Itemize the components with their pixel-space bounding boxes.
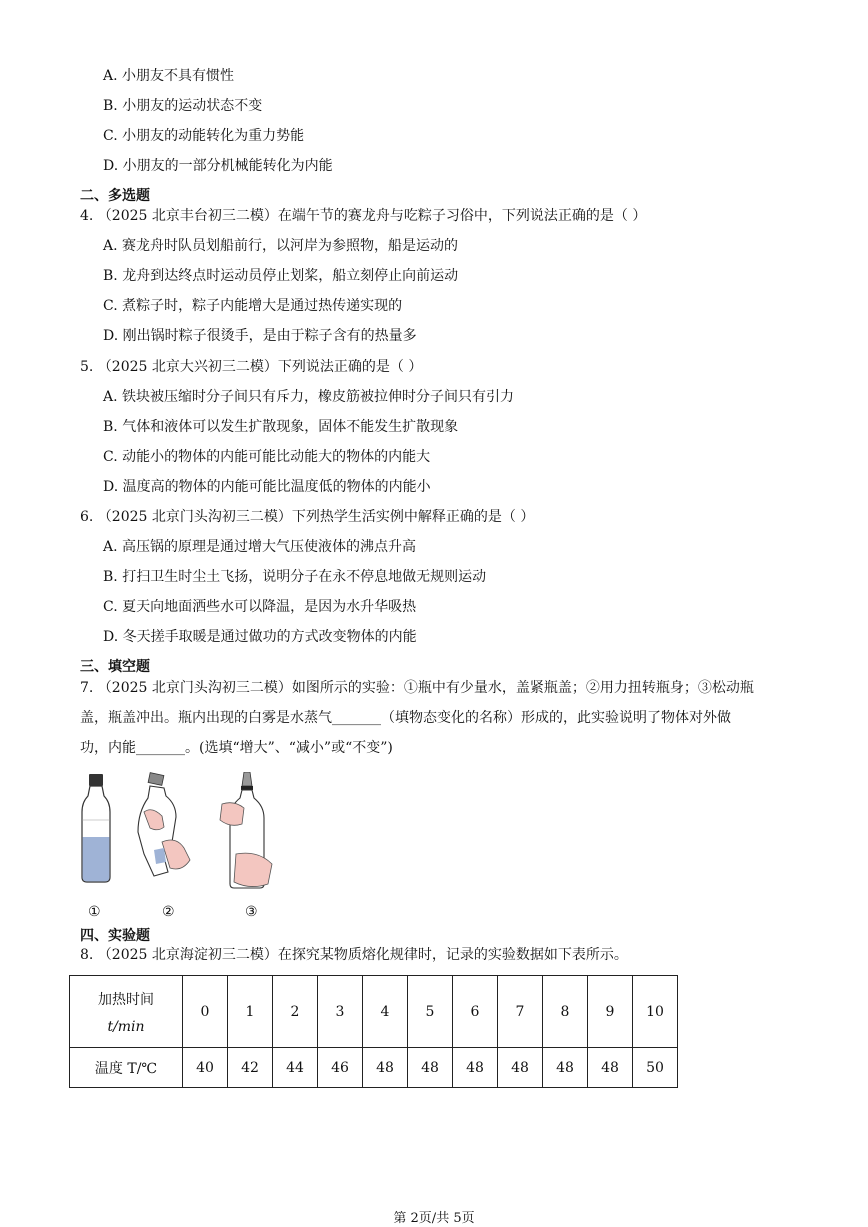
- q3-option-c: C. 小朋友的动能转化为重力势能: [103, 128, 305, 144]
- table-cell: 6: [453, 976, 498, 1048]
- q6-stem: 6. （2025 北京门头沟初三二模）下列热学生活实例中解释正确的是（ ）: [80, 509, 535, 525]
- bottle-3-illustration: [220, 772, 272, 888]
- q8-stem: 8. （2025 北京海淀初三二模）在探究某物质熔化规律时，记录的实验数据如下表所示。: [80, 947, 628, 963]
- q5-option-b: B. 气体和液体可以发生扩散现象，固体不能发生扩散现象: [103, 419, 459, 435]
- q3-option-b: B. 小朋友的运动状态不变: [103, 98, 263, 114]
- table-cell: 48: [588, 1048, 633, 1088]
- table-header-temperature: 温度 T/℃: [70, 1048, 183, 1088]
- table-cell: 8: [543, 976, 588, 1048]
- bottle-illustration: [72, 772, 292, 927]
- q6-option-d: D. 冬天搓手取暖是通过做功的方式改变物体的内能: [103, 629, 417, 645]
- q5-stem: 5. （2025 北京大兴初三二模）下列说法正确的是（ ）: [80, 359, 423, 375]
- table-cell: 46: [318, 1048, 363, 1088]
- table-cell: 0: [183, 976, 228, 1048]
- table-cell: 40: [183, 1048, 228, 1088]
- bottle-2-illustration: [138, 773, 190, 876]
- table-cell: 44: [273, 1048, 318, 1088]
- table-row-time: [70, 976, 678, 1048]
- table-cell: 9: [588, 976, 633, 1048]
- table-cell: 48: [498, 1048, 543, 1088]
- q7-line-1: 7. （2025 北京门头沟初三二模）如图所示的实验：①瓶中有少量水，盖紧瓶盖；②用力扭转瓶身；③松动瓶: [80, 680, 754, 696]
- section-heading-multi: 二、多选题: [80, 188, 150, 204]
- q5-option-c: C. 动能小的物体的内能可能比动能大的物体的内能大: [103, 449, 431, 465]
- section-heading-exp: 四、实验题: [80, 928, 150, 944]
- q4-option-a: A. 赛龙舟时队员划船前行，以河岸为参照物，船是运动的: [103, 238, 459, 254]
- table-header-time-unit: t/min: [107, 1018, 145, 1035]
- bottle-1-illustration: [82, 774, 110, 882]
- table-cell: 10: [633, 976, 678, 1048]
- table-cell: 3: [318, 976, 363, 1048]
- section-heading-fill: 三、填空题: [80, 659, 150, 675]
- table-cell: 48: [453, 1048, 498, 1088]
- table-cell: 48: [543, 1048, 588, 1088]
- q4-stem: 4. （2025 北京丰台初三二模）在端午节的赛龙舟与吃粽子习俗中，下列说法正确的是（ ）: [80, 208, 647, 224]
- figure-label-1: ①: [88, 904, 101, 920]
- table-cell: 4: [363, 976, 408, 1048]
- table-cell: 7: [498, 976, 543, 1048]
- table-cell: 50: [633, 1048, 678, 1088]
- table-cell: 48: [408, 1048, 453, 1088]
- q3-option-d: D. 小朋友的一部分机械能转化为内能: [103, 158, 333, 174]
- q4-option-d: D. 刚出锅时粽子很烫手，是由于粽子含有的热量多: [103, 328, 417, 344]
- table-cell: 5: [408, 976, 453, 1048]
- q6-option-b: B. 打扫卫生时尘土飞扬，说明分子在永不停息地做无规则运动: [103, 569, 487, 585]
- bottle-experiment-figure: [72, 772, 292, 927]
- table-row-temperature: [70, 1048, 678, 1088]
- table-cell: 42: [228, 1048, 273, 1088]
- page-footer: 第 2页/共 5页: [393, 1211, 475, 1226]
- q3-option-a: A. 小朋友不具有惯性: [103, 68, 235, 84]
- q4-option-b: B. 龙舟到达终点时运动员停止划桨，船立刻停止向前运动: [103, 268, 459, 284]
- figure-label-2: ②: [162, 904, 175, 920]
- q4-option-c: C. 煮粽子时，粽子内能增大是通过热传递实现的: [103, 298, 403, 314]
- table-header-time: [70, 976, 183, 1048]
- table-cell: 1: [228, 976, 273, 1048]
- q7-line-2: 盖，瓶盖冲出。瓶内出现的白雾是水蒸气_______（填物态变化的名称）形成的，此实验说明了物体对外做: [80, 710, 731, 726]
- table-header-time-label: 加热时间: [98, 991, 154, 1008]
- table-cell: 2: [273, 976, 318, 1048]
- q5-option-d: D. 温度高的物体的内能可能比温度低的物体的内能小: [103, 479, 431, 495]
- table-cell: 48: [363, 1048, 408, 1088]
- q6-option-c: C. 夏天向地面洒些水可以降温，是因为水升华吸热: [103, 599, 417, 615]
- q6-option-a: A. 高压锅的原理是通过增大气压使液体的沸点升高: [103, 539, 417, 555]
- melting-data-table: [69, 975, 678, 1088]
- q7-line-3: 功，内能_______。(选填“增大”、“减小”或“不变”): [80, 740, 393, 756]
- figure-label-3: ③: [245, 904, 258, 920]
- q5-option-a: A. 铁块被压缩时分子间只有斥力，橡皮筋被拉伸时分子间只有引力: [103, 389, 515, 405]
